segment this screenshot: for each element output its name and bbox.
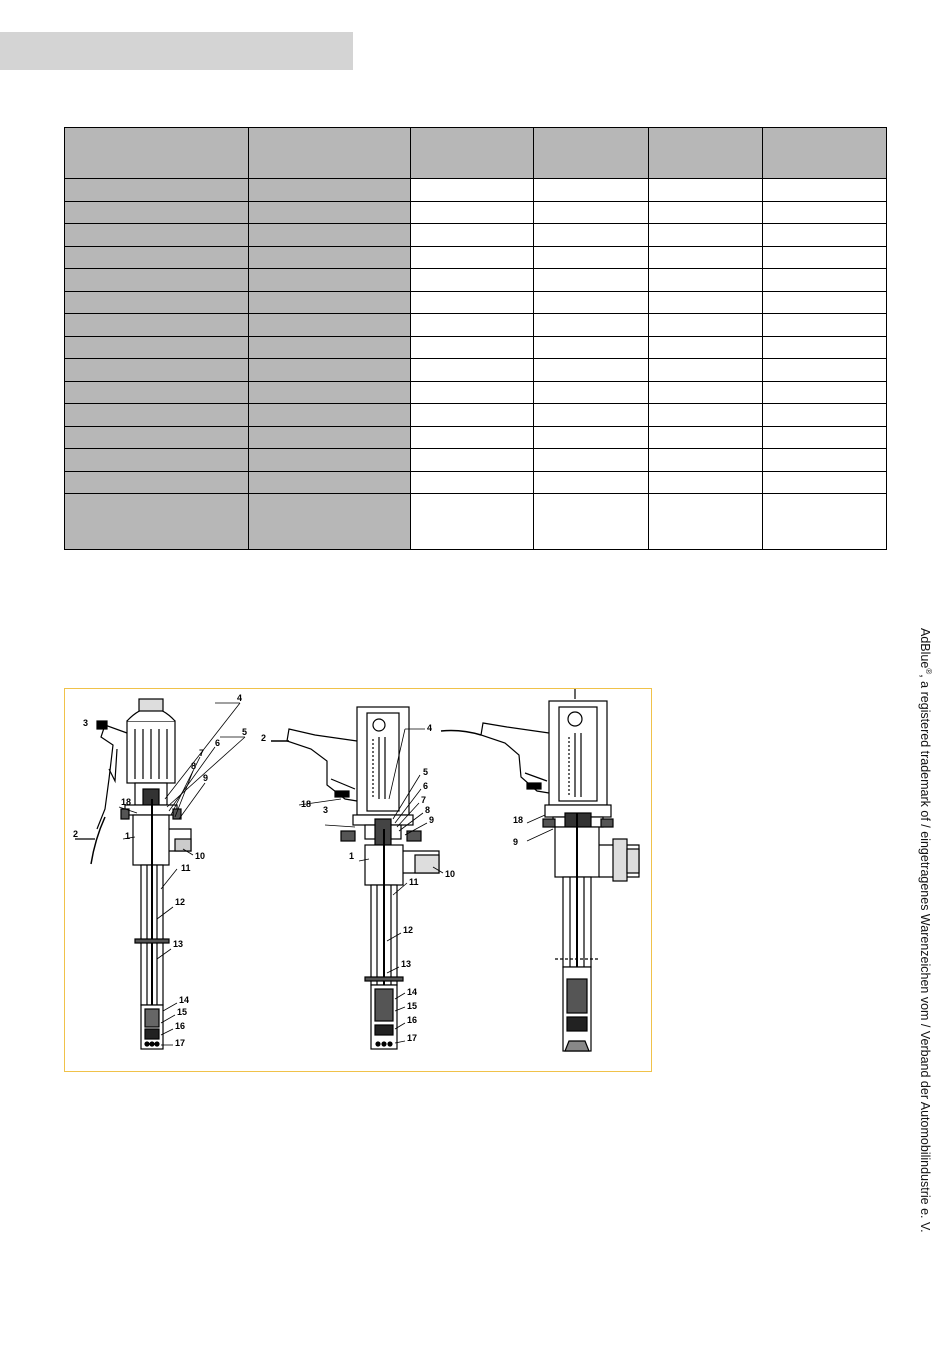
table-cell xyxy=(649,269,763,292)
table-row xyxy=(65,179,887,202)
table-cell xyxy=(649,201,763,224)
table-cell xyxy=(763,291,887,314)
callout-label: 2 xyxy=(261,733,267,743)
table-header-cell xyxy=(65,128,249,179)
table-cell xyxy=(249,449,411,472)
table-cell xyxy=(534,381,649,404)
callout-label: 7 xyxy=(421,795,427,805)
table-cell xyxy=(763,246,887,269)
table-cell xyxy=(649,381,763,404)
callout-label: 16 xyxy=(407,1015,418,1025)
table-cell xyxy=(763,471,887,494)
callout-label: 6 xyxy=(423,781,429,791)
table-cell xyxy=(649,359,763,382)
table-header-row xyxy=(65,128,887,179)
table-cell xyxy=(649,314,763,337)
table-cell xyxy=(249,381,411,404)
table-cell xyxy=(763,224,887,247)
table-cell xyxy=(411,314,534,337)
table-cell xyxy=(249,179,411,202)
table-row xyxy=(65,314,887,337)
callout-label: 14 xyxy=(179,995,190,1005)
callout-label: 18 xyxy=(301,799,312,809)
section-header-bar xyxy=(0,32,353,70)
table-cell xyxy=(249,359,411,382)
table-cell xyxy=(65,291,249,314)
callout-label: 9 xyxy=(203,773,209,783)
pump-c-drawing xyxy=(441,689,639,1051)
specification-table xyxy=(64,127,887,550)
table-header-cell xyxy=(534,128,649,179)
table-body xyxy=(65,179,887,550)
callout-label: 15 xyxy=(407,1001,418,1011)
table-row xyxy=(65,201,887,224)
table-cell xyxy=(649,404,763,427)
table-cell xyxy=(763,314,887,337)
pump-diagram-frame xyxy=(64,688,652,1072)
callout-label: 18 xyxy=(513,815,524,825)
table-cell xyxy=(649,494,763,550)
table-row xyxy=(65,336,887,359)
table-cell xyxy=(534,471,649,494)
table-cell xyxy=(249,314,411,337)
table-cell xyxy=(649,336,763,359)
table-header-cell xyxy=(411,128,534,179)
table-row xyxy=(65,426,887,449)
table-header-cell xyxy=(763,128,887,179)
table-header-cell xyxy=(249,128,411,179)
table-cell xyxy=(534,314,649,337)
callout-label: 11 xyxy=(181,863,191,873)
table-cell xyxy=(249,201,411,224)
table-cell xyxy=(763,336,887,359)
table-cell xyxy=(411,381,534,404)
trademark-brand: AdBlue xyxy=(917,628,932,669)
table-cell xyxy=(65,381,249,404)
table-cell xyxy=(534,336,649,359)
callout-label: 13 xyxy=(173,939,184,949)
callout-label: 14 xyxy=(407,987,418,997)
table-row xyxy=(65,224,887,247)
callout-label: 16 xyxy=(175,1021,186,1031)
callout-label: 6 xyxy=(215,738,221,748)
table-cell xyxy=(411,426,534,449)
table-cell xyxy=(534,404,649,427)
callout-label: 3 xyxy=(83,718,89,728)
table-cell xyxy=(411,269,534,292)
callout-label: 5 xyxy=(423,767,429,777)
table-cell xyxy=(649,179,763,202)
table-cell xyxy=(65,449,249,472)
trademark-text: , a registered trademark of / eingetragenes Warenzeichen vom / Verband der Automobilindustrie e. V. xyxy=(917,674,932,1233)
table-cell xyxy=(534,224,649,247)
callout-label: 2 xyxy=(73,829,79,839)
callout-label: 11 xyxy=(409,877,419,887)
table-cell xyxy=(249,426,411,449)
callout-label: 17 xyxy=(175,1038,186,1048)
table-cell xyxy=(65,359,249,382)
callout-label: 12 xyxy=(403,925,414,935)
table-cell xyxy=(649,291,763,314)
table-row xyxy=(65,269,887,292)
table-cell xyxy=(763,201,887,224)
table-cell xyxy=(65,336,249,359)
table-cell xyxy=(411,404,534,427)
table-cell xyxy=(411,494,534,550)
registered-mark: ® xyxy=(924,668,933,675)
callout-label: 9 xyxy=(429,815,435,825)
callout-label: 13 xyxy=(401,959,412,969)
callout-label: 3 xyxy=(323,805,329,815)
table-cell xyxy=(249,336,411,359)
callout-label: 5 xyxy=(242,727,248,737)
table-row xyxy=(65,291,887,314)
table-cell xyxy=(65,179,249,202)
table-cell xyxy=(534,179,649,202)
table-cell xyxy=(649,224,763,247)
trademark-note xyxy=(918,628,933,1233)
callout-label: 18 xyxy=(121,797,132,807)
table-cell xyxy=(411,179,534,202)
table-cell xyxy=(65,246,249,269)
table-cell xyxy=(249,224,411,247)
callout-label: 15 xyxy=(177,1007,188,1017)
table-cell xyxy=(411,471,534,494)
table-cell xyxy=(763,494,887,550)
table-cell xyxy=(411,359,534,382)
callout-label: 4 xyxy=(237,693,243,703)
callout-label: 8 xyxy=(191,761,197,771)
callout-label: 9 xyxy=(513,837,519,847)
table-row xyxy=(65,404,887,427)
table-cell xyxy=(763,404,887,427)
table-cell xyxy=(763,381,887,404)
table-cell xyxy=(65,471,249,494)
table-row xyxy=(65,359,887,382)
table-cell xyxy=(249,246,411,269)
table-cell xyxy=(411,291,534,314)
table-cell xyxy=(763,359,887,382)
table-cell xyxy=(249,404,411,427)
table-row xyxy=(65,381,887,404)
table-cell xyxy=(534,449,649,472)
callout-label: 8 xyxy=(425,805,431,815)
callout-label: 1 xyxy=(125,831,131,841)
table-cell xyxy=(763,179,887,202)
table-cell xyxy=(249,471,411,494)
table-cell xyxy=(249,494,411,550)
table-cell xyxy=(249,269,411,292)
table-cell xyxy=(65,494,249,550)
table-cell xyxy=(534,269,649,292)
table-cell xyxy=(65,314,249,337)
table-cell xyxy=(65,224,249,247)
table-cell xyxy=(763,426,887,449)
callout-label: 4 xyxy=(427,723,433,733)
table-header-cell xyxy=(649,128,763,179)
table-row xyxy=(65,449,887,472)
table-cell xyxy=(534,291,649,314)
table-cell xyxy=(411,246,534,269)
table-cell xyxy=(534,246,649,269)
callout-label: 17 xyxy=(407,1033,418,1043)
pump-a-drawing xyxy=(75,699,191,1049)
table-cell xyxy=(65,269,249,292)
table-cell xyxy=(534,201,649,224)
table-row xyxy=(65,246,887,269)
table-cell xyxy=(534,359,649,382)
table-cell xyxy=(411,224,534,247)
pump-cross-section-diagram xyxy=(65,689,651,1071)
callout-label: 10 xyxy=(195,851,206,861)
table-cell xyxy=(249,291,411,314)
table-cell xyxy=(65,201,249,224)
table-cell xyxy=(763,449,887,472)
callout-label: 7 xyxy=(199,748,205,758)
callout-label: 12 xyxy=(175,897,186,907)
table-cell xyxy=(65,426,249,449)
table-row xyxy=(65,494,887,550)
callout-label: 10 xyxy=(445,869,456,879)
table-cell xyxy=(649,449,763,472)
table-cell xyxy=(411,449,534,472)
table-cell xyxy=(649,471,763,494)
table-cell xyxy=(411,336,534,359)
table-cell xyxy=(534,494,649,550)
table-row xyxy=(65,471,887,494)
table-cell xyxy=(65,404,249,427)
table-cell xyxy=(763,269,887,292)
table-cell xyxy=(649,426,763,449)
table-cell xyxy=(411,201,534,224)
callout-label: 1 xyxy=(349,851,355,861)
table-cell xyxy=(649,246,763,269)
table-cell xyxy=(534,426,649,449)
